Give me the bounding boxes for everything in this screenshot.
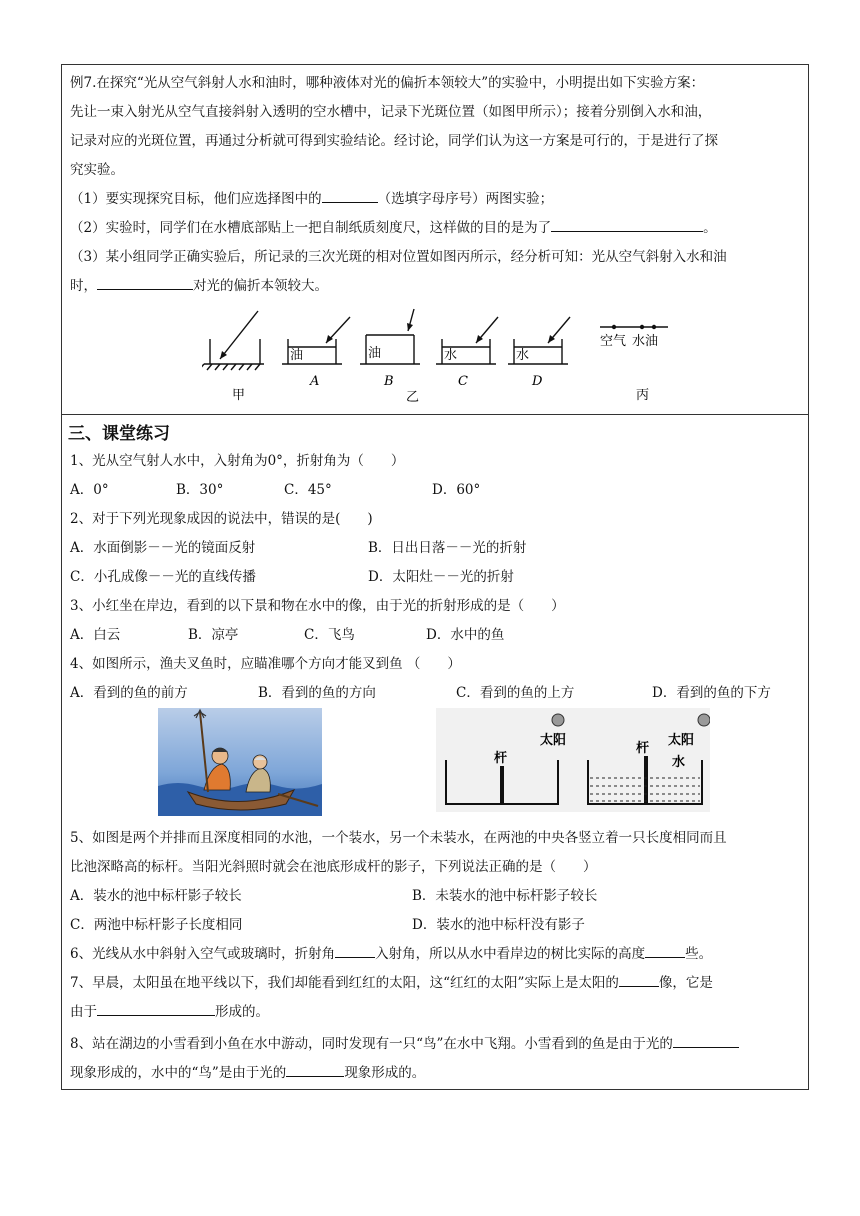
- spot-oil: [652, 325, 656, 329]
- section-title: 三、课堂练习: [68, 424, 170, 444]
- label-water: 水: [672, 755, 686, 770]
- q5-option-b: B．未装水的池中标杆影子较长: [412, 888, 598, 904]
- q4-option-c: C．看到的鱼的上方: [456, 685, 575, 701]
- q1-option-a: A．0°: [70, 482, 109, 498]
- caption-yi: 乙: [406, 390, 420, 405]
- answer-blank[interactable]: [551, 219, 703, 232]
- q2-option-a: A．水面倒影－－光的镜面反射: [70, 540, 256, 556]
- question-3: 3、小红坐在岸边，看到的以下景和物在水中的像，由于光的折射形成的是（ ）: [70, 598, 565, 614]
- example-question-2: （2）实验时，同学们在水槽底部贴上一把自制纸质刻度尺，这样做的目的是为了 。: [70, 220, 717, 236]
- q2-option-c: C．小孔成像－－光的直线传播: [70, 569, 256, 585]
- letter-d: D: [532, 374, 543, 389]
- caption-jia: 甲: [232, 388, 246, 403]
- answer-blank[interactable]: [322, 190, 378, 203]
- example-question-1: （1）要实现探究目标，他们应选择图中的 （选填字母序号）两图实验；: [70, 191, 554, 207]
- sun-left: [552, 714, 564, 726]
- answer-blank[interactable]: [286, 1064, 344, 1077]
- q1-option-b: B．30°: [176, 482, 224, 498]
- sun-right: [698, 714, 710, 726]
- q5-option-c: C．两池中标杆影子长度相同: [70, 917, 243, 933]
- letter-b: B: [384, 374, 394, 389]
- q5-option-d: D．装水的池中标杆没有影子: [412, 917, 585, 933]
- q1-option-d: D．60°: [432, 482, 481, 498]
- question-4: 4、如图所示，渔夫叉鱼时，应瞄准哪个方向才能叉到鱼 （ ）: [70, 656, 461, 672]
- answer-blank[interactable]: [97, 1003, 215, 1016]
- example-line-3: 记录对应的光斑位置，再通过分析就可得到实验结论。经讨论，同学们认为这一方案是可行的，于是进行了探: [70, 133, 718, 149]
- q3-option-a: A．白云: [70, 627, 121, 643]
- question-5-line-2: 比池深略高的标杆。当阳光斜照时就会在池底形成杆的影子，下列说法正确的是（ ）: [70, 859, 597, 875]
- label-sun-left: 太阳: [540, 733, 567, 748]
- label-water-c: 水: [444, 348, 458, 363]
- letter-a: A: [310, 374, 320, 389]
- answer-blank[interactable]: [645, 945, 685, 958]
- question-8-cont: 现象形成的，水中的“鸟”是由于光的 现象形成的。: [70, 1065, 426, 1081]
- pools-illustration: [436, 708, 710, 812]
- answer-blank[interactable]: [619, 974, 659, 987]
- q1-option-c: C．45°: [284, 482, 332, 498]
- letter-c: C: [458, 374, 468, 389]
- example-line-1: 例7.在探究“光从空气斜射人水和油时，哪种液体对光的偏折本领较大”的实验中，小明提出如下实验方案：: [70, 75, 705, 91]
- answer-blank[interactable]: [335, 945, 375, 958]
- example-line-2: 先让一束入射光从空气直接斜射入透明的空水槽中，记录下光斑位置（如图甲所示）；接着分别倒入水和油，: [70, 104, 712, 120]
- label-pole-right: 杆: [636, 741, 650, 756]
- label-oil-a: 油: [290, 348, 304, 363]
- q3-option-c: C．飞鸟: [304, 627, 355, 643]
- example-question-3: （3）某小组同学正确实验后，所记录的三次光斑的相对位置如图丙所示，经分析可知：光从空气斜射入水和油: [70, 249, 727, 265]
- worksheet-frame: [61, 64, 809, 1090]
- fisherman-illustration: [158, 708, 322, 816]
- q2-option-b: B．日出日落－－光的折射: [368, 540, 527, 556]
- q4-option-a: A．看到的鱼的前方: [70, 685, 188, 701]
- label-air: 空气: [600, 334, 627, 349]
- caption-bing: 丙: [636, 388, 650, 403]
- label-water-oil: 水油: [632, 334, 659, 349]
- question-8: 8、站在湖边的小雪看到小鱼在水中游动，同时发现有一只“鸟”在水中飞翔。小雪看到的鱼是由于光的: [70, 1032, 739, 1052]
- incident-ray: [220, 311, 258, 359]
- q4-option-d: D．看到的鱼的下方: [652, 685, 771, 701]
- label-oil-b: 油: [368, 346, 382, 361]
- q5-option-a: A．装水的池中标杆影子较长: [70, 888, 242, 904]
- question-5-line-1: 5、如图是两个并排而且深度相同的水池，一个装水，另一个未装水，在两池的中央各竖立着一只长度相同而且: [70, 830, 727, 846]
- example-question-3-cont: 时， 对光的偏折本领较大。: [70, 278, 328, 294]
- answer-blank[interactable]: [97, 277, 193, 290]
- refraction-experiment-figure: [202, 305, 682, 405]
- answer-blank[interactable]: [673, 1035, 739, 1048]
- question-7: 7、早晨，太阳虽在地平线以下，我们却能看到红红的太阳，这“红红的太阳”实际上是太阳的 像，它是: [70, 975, 713, 991]
- q3-option-d: D．水中的鱼: [426, 627, 505, 643]
- section-divider: [62, 414, 808, 415]
- example-line-4: 究实验。: [70, 162, 124, 178]
- q4-option-b: B．看到的鱼的方向: [258, 685, 376, 701]
- spot-air: [612, 325, 616, 329]
- q2-option-d: D．太阳灶－－光的折射: [368, 569, 514, 585]
- label-sun-right: 太阳: [668, 733, 695, 748]
- q3-option-b: B．凉亭: [188, 627, 239, 643]
- question-1: 1、光从空气射人水中，入射角为0°，折射角为（ ）: [70, 453, 405, 469]
- question-6: 6、光线从水中斜射入空气或玻璃时，折射角 入射角，所以从水中看岸边的树比实际的高度 些。: [70, 946, 713, 962]
- label-pole-left: 杆: [494, 751, 508, 766]
- spot-water: [640, 325, 644, 329]
- label-water-d: 水: [516, 348, 530, 363]
- question-7-cont: 由于 形成的。: [70, 1004, 269, 1020]
- question-2: 2、对于下列光现象成因的说法中，错误的是( ): [70, 511, 373, 527]
